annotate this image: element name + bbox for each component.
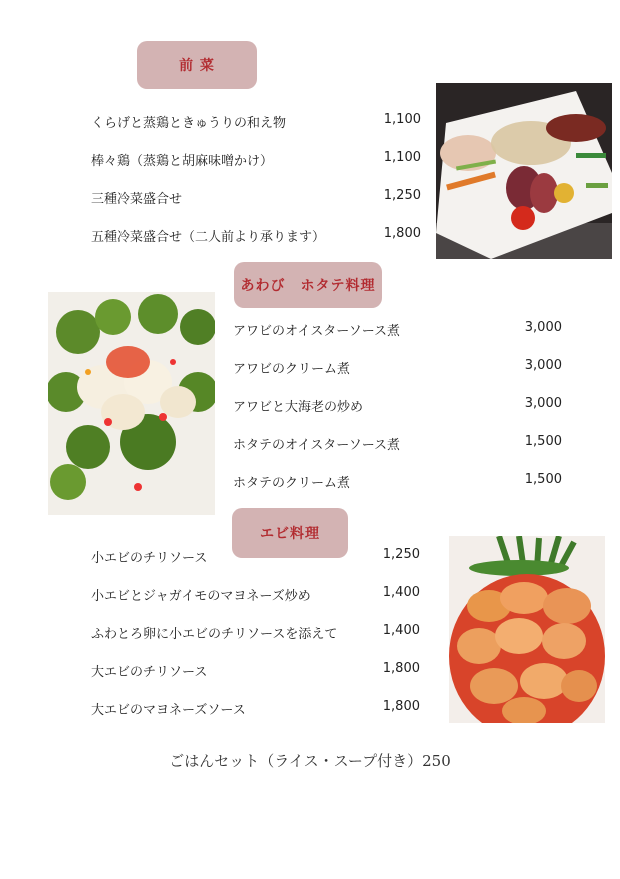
item-price: 3,000 [524, 396, 562, 411]
item-name: ホタテのオイスターソース煮 [233, 438, 401, 453]
item-price: 1,400 [382, 623, 420, 638]
appetizer-platter-photo [436, 83, 612, 259]
chili-shrimp-photo [449, 536, 605, 723]
item-name: くらげと蒸鶏ときゅうりの和え物 [91, 116, 287, 131]
item-name: アワビのクリーム煮 [233, 362, 351, 377]
item-price: 1,100 [383, 112, 421, 127]
item-name: ふわとろ卵に小エビのチリソースを添えて [91, 627, 338, 642]
item-price: 1,500 [524, 434, 562, 449]
rice-set-note: ごはんセット（ライス・スープ付き）250 [169, 752, 451, 770]
item-name: ホタテのクリーム煮 [233, 476, 351, 491]
section-title-abalone-scallop: あわび ホタテ料理 [234, 262, 382, 308]
item-price: 1,500 [524, 472, 562, 487]
item-name: アワビと大海老の炒め [233, 400, 364, 415]
section-title-appetizers: 前 菜 [137, 41, 257, 89]
item-price: 1,250 [383, 188, 421, 203]
item-name: 小エビとジャガイモのマヨネーズ炒め [91, 589, 311, 604]
item-name: 大エビのマヨネーズソース [91, 703, 246, 718]
item-price: 3,000 [524, 358, 562, 373]
item-price: 1,800 [383, 226, 421, 241]
item-price: 1,800 [382, 661, 420, 676]
item-name: 棒々鶏（蒸鶏と胡麻味噌かけ） [91, 154, 274, 169]
item-name: 五種冷菜盛合せ（二人前より承ります） [91, 230, 326, 245]
item-price: 3,000 [524, 320, 562, 335]
scallop-broccoli-photo [48, 292, 215, 515]
item-name: アワビのオイスターソース煮 [233, 324, 401, 339]
item-name: 大エビのチリソース [91, 665, 208, 680]
section-title-shrimp: エビ料理 [232, 508, 348, 558]
item-price: 1,100 [383, 150, 421, 165]
item-price: 1,250 [382, 547, 420, 562]
item-price: 1,800 [382, 699, 420, 714]
item-name: 三種冷菜盛合せ [91, 192, 183, 207]
item-price: 1,400 [382, 585, 420, 600]
item-name: 小エビのチリソース [91, 551, 208, 566]
